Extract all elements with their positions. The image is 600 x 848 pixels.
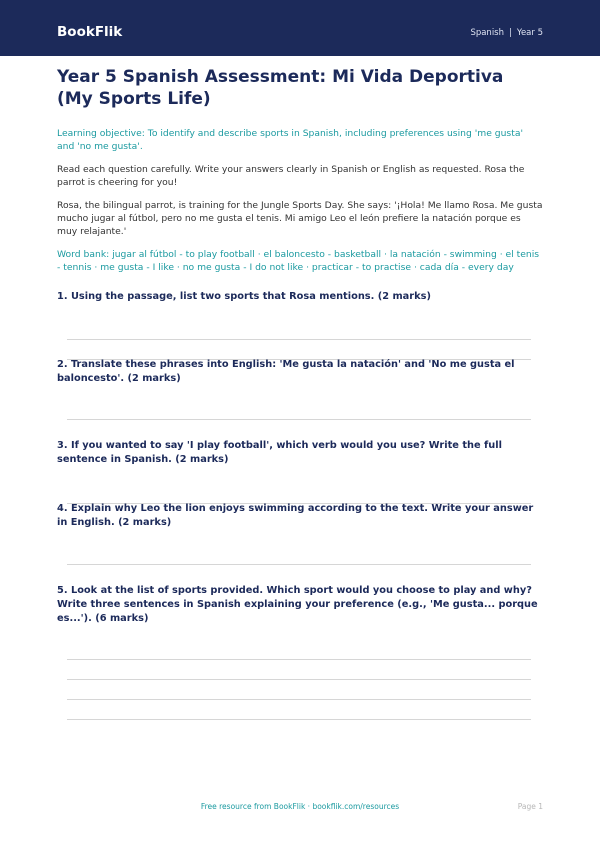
year-label: Year 5 xyxy=(516,28,543,38)
answer-line[interactable] xyxy=(67,659,531,660)
question-4: 4. Explain why Leo the lion enjoys swimming according to the text. Write your answer in English. (2 marks) xyxy=(57,503,534,528)
answer-line[interactable] xyxy=(67,719,531,720)
meta-separator: | xyxy=(509,28,512,38)
question-1: 1. Using the passage, list two sports that Rosa mentions. (2 marks) xyxy=(57,291,431,302)
page-title: Year 5 Spanish Assessment: Mi Vida Deportiva (My Sports Life) xyxy=(57,67,504,109)
instructions: Read each question carefully. Write your answers clearly in Spanish or English as requested. Rosa the parrot is cheering for you! xyxy=(57,164,525,188)
page-header xyxy=(0,0,600,56)
question-3: 3. If you wanted to say 'I play football', which verb would you use? Write the full sentence in Spanish. (2 marks) xyxy=(57,440,503,465)
question-2: 2. Translate these phrases into English: 'Me gusta la natación' and 'No me gusta el baloncesto'. (2 marks) xyxy=(57,359,515,384)
answer-line[interactable] xyxy=(67,419,531,420)
subject-label: Spanish xyxy=(470,28,505,38)
answer-line[interactable] xyxy=(67,564,531,565)
learning-objective: Learning objective: To identify and describe sports in Spanish, including preferences using 'me gusta' and 'no me gusta'. xyxy=(57,128,523,152)
reading-passage: Rosa, the bilingual parrot, is training for the Jungle Sports Day. She says: '¡Hola! Me llamo Rosa. Me gusta mucho jugar al fútbol, pero no me gusta el tenis. Mi amigo Leo el león prefiere la natación porque es muy relajante.' xyxy=(57,200,543,237)
word-bank: Word bank: jugar al fútbol - to play football · el baloncesto - basketball · la natación - swimming · el tenis - tennis · me gusta - I like · no me gusta - I do not like · practicar - to practise · cada día - every day xyxy=(57,249,540,273)
page-number: Page 1 xyxy=(517,802,543,811)
subject-year-label xyxy=(470,28,543,38)
answer-line[interactable] xyxy=(67,699,531,700)
question-5: 5. Look at the list of sports provided. Which sport would you choose to play and why? Write three sentences in Spanish explaining your preference (e.g., 'Me gusta... porque es...'). (6 marks) xyxy=(57,585,538,624)
answer-line[interactable] xyxy=(67,339,531,340)
answer-line[interactable] xyxy=(67,679,531,680)
brand-logo: BookFlik xyxy=(57,24,123,40)
footer-text: Free resource from BookFlik · bookflik.com/resources xyxy=(200,802,400,811)
intro-section xyxy=(57,66,543,274)
